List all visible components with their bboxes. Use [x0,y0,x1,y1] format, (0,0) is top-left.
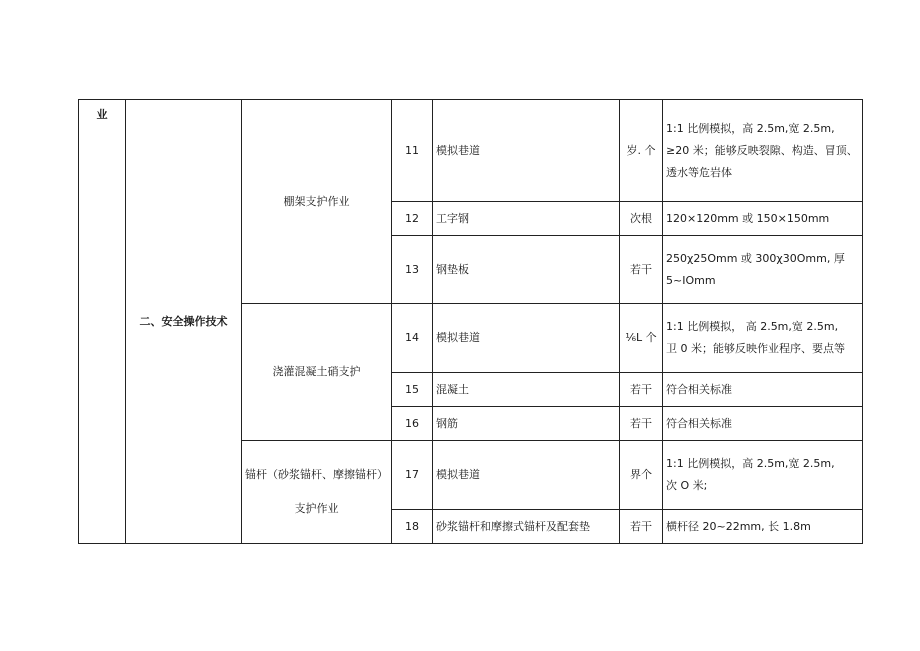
group-label-line: 浇灌混凝土硝支护 [272,365,361,378]
row-number-cell: 13 [392,236,433,304]
spec-line: 1:1 比例模拟，高 2.5m,宽 2.5m, [666,121,835,135]
row-spec-cell [663,373,863,407]
spec-line: 符合相关标准 [666,416,732,430]
group-label-cell [242,100,392,304]
spec-line: 120×120mm 或 150×150mm [666,211,830,225]
section-first-cell: 业 [79,100,126,544]
row-spec-cell [663,407,863,441]
row-spec-cell [663,236,863,304]
row-unit-cell: 次根 [620,202,663,236]
spec-line: 符合相关标准 [666,382,732,396]
group-label-cell [242,304,392,441]
spec-line: ≥20 米；能够反映裂隙、构造、冒顶、 [666,143,858,157]
row-number-cell: 18 [392,510,433,544]
row-spec-cell [663,202,863,236]
row-unit-cell: 若干 [620,236,663,304]
row-spec-cell [663,304,863,373]
spec-line: 透水等危岩体 [666,165,732,179]
table-row [79,100,863,202]
row-number-cell: 16 [392,407,433,441]
row-name-cell: 砂浆锚杆和摩擦式锚杆及配套垫 [433,510,620,544]
spec-line: 1:1 比例模拟， 高 2.5m,宽 2.5m, [666,320,839,333]
row-name-cell: 工字钢 [433,202,620,236]
spec-line: 次 O 米; [666,479,708,492]
spec-line: 1:1 比例模拟，高 2.5m,宽 2.5m, [666,457,835,470]
row-number-cell: 15 [392,373,433,407]
row-unit-cell: 若干 [620,510,663,544]
row-unit-cell: ⅙L 个 [620,304,663,373]
row-name-cell: 钢垫板 [433,236,620,304]
row-number-cell: 12 [392,202,433,236]
row-number-cell: 14 [392,304,433,373]
group-label-line: 支护作业 [294,502,339,515]
group-label-line: 棚架支护作业 [283,194,350,208]
spec-line: 横杆径 20~22mm, 长 1.8m [666,519,811,533]
row-name-cell: 模拟巷道 [433,100,620,202]
row-spec-cell [663,510,863,544]
row-unit-cell: 若干 [620,407,663,441]
spec-line: 卫 0 米；能够反映作业程序、要点等 [666,342,845,355]
row-unit-cell: 若干 [620,373,663,407]
row-name-cell: 模拟巷道 [433,304,620,373]
row-spec-cell [663,100,863,202]
group-label-cell [242,441,392,544]
row-number-cell: 17 [392,441,433,510]
row-unit-cell: 界个 [620,441,663,510]
row-number-cell: 11 [392,100,433,202]
spec-line: 250χ25Omm 或 300χ30Omm, 厚 [666,251,845,265]
spec-line: 5~IOmm [666,273,716,287]
row-spec-cell [663,441,863,510]
row-name-cell: 钢筋 [433,407,620,441]
section-second-cell: 二、安全操作技术 [126,100,242,544]
equipment-table [78,99,863,544]
row-name-cell: 模拟巷道 [433,441,620,510]
group-label-line: 锚杆（砂浆锚杆、摩擦锚杆） [245,468,388,481]
row-name-cell: 混凝土 [433,373,620,407]
row-unit-cell: 岁. 个 [620,100,663,202]
